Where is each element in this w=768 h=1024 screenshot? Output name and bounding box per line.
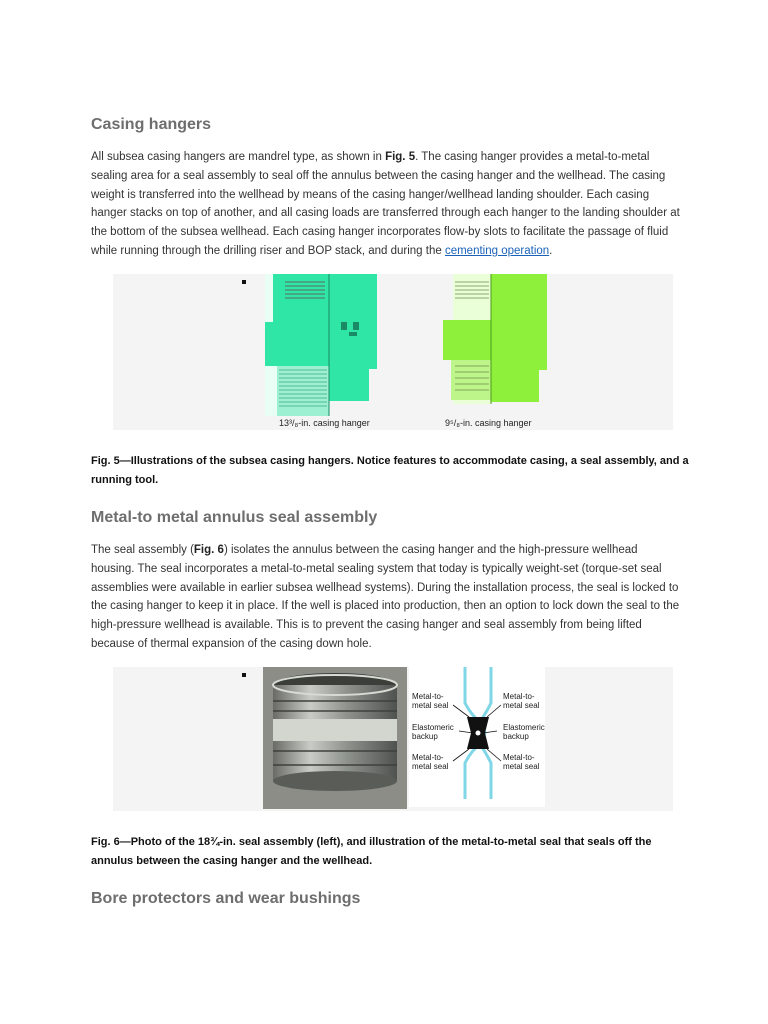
cementing-operation-link[interactable]: cementing operation <box>444 244 550 257</box>
figure-5-caption: Fig. 5—Illustrations of the subsea casing hangers. Notice features to accommodate casing, a seal assembly, and a running tool. <box>91 455 689 486</box>
metal-seal-diagram <box>409 667 545 807</box>
figure-5 <box>113 274 673 430</box>
small-casing-hanger-drawing <box>443 274 547 404</box>
small-hanger-label: 9⁵/₈-in. casing hanger <box>445 418 532 428</box>
seal-assembly-figure <box>113 667 673 811</box>
text-run: All subsea casing hangers are mandrel type, as shown in <box>91 151 386 163</box>
seal-label-right-mid: Elastomeric backup <box>503 723 545 741</box>
fig6-reference: Fig. 6 <box>193 544 224 556</box>
figure-6 <box>113 667 673 811</box>
text-run: The seal assembly ( <box>91 544 194 556</box>
section-heading-bore-protectors: Bore protectors and wear bushings <box>91 890 361 907</box>
section-heading-seal-assembly: Metal-to metal annulus seal assembly <box>91 509 378 526</box>
seal-label-left-bot: Metal-to-metal seal <box>412 753 449 771</box>
text-run: ) isolates the annulus between the casing hanger and the high-pressure wellhead housing. The seal incorporates a metal-to-metal sealing system that today is typically weight-set (torque-set seal assemblies were available in earlier subsea wellhead systems). During the installation process, the seal is locked to the casing hanger to keep it in place. If the well is placed into production, then an option to lock down the seal to the high-pressure wellhead is available. This is to prevent the casing hanger and seal assembly from being lifted because of thermal expansion of the casing down hole. <box>91 544 680 650</box>
large-casing-hanger-drawing <box>265 274 377 416</box>
seal-assembly-photo <box>263 667 407 809</box>
seal-label-right-bot: Metal-to-metal seal <box>503 753 540 771</box>
large-hanger-label: 13³/₈-in. casing hanger <box>279 418 370 428</box>
casing-hanger-illustrations <box>113 274 673 430</box>
text-run: . <box>549 244 553 257</box>
text-run: . The casing hanger provides a metal-to-metal sealing area for a seal assembly to seal off the annulus between the casing hanger and the wellhead. The casing weight is transferred into the wellhead by means of the casing hanger/wellhead landing shoulder. Each casing hanger stacks on top of another, and all casing loads are transferred through each hanger to the landing shoulder at the bottom of the subsea wellhead. Each casing hanger incorporates flow-by slots to facilitate the passage of fluid while running through the drilling riser and BOP stack, and during the <box>91 151 680 257</box>
fig5-reference: Fig. 5 <box>385 151 416 163</box>
figure-6-caption: Fig. 6—Photo of the 18¾-in. seal assembly (left), and illustration of the metal-to-metal seal that seals off the annulus between the casing hanger and the wellhead. <box>91 836 652 867</box>
casing-paragraph <box>91 148 681 261</box>
section-heading-casing-hangers: Casing hangers <box>91 116 212 133</box>
seal-label-left-mid: Elastomeric backup <box>412 723 454 741</box>
seal-label-right-top: Metal-to-metal seal <box>503 692 540 710</box>
seal-paragraph <box>91 541 681 654</box>
seal-label-left-top: Metal-to-metal seal <box>412 692 449 710</box>
